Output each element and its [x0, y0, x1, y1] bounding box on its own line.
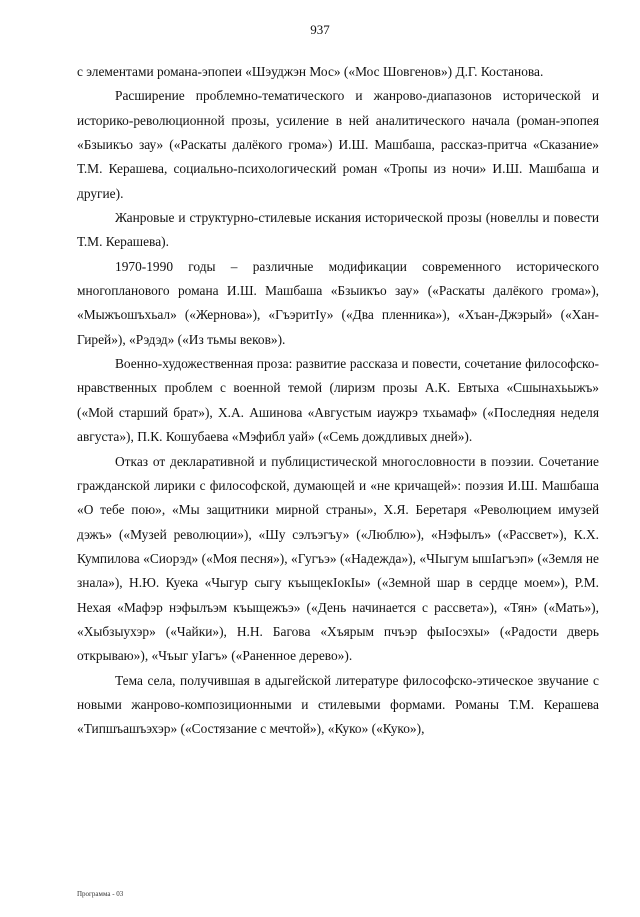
paragraph-genre-search: Жанровые и структурно-стилевые искания исторической прозы (новеллы и повести Т.М. Керашева).	[77, 210, 599, 250]
paragraph-military-prose: Военно-художественная проза: развитие рассказа и повести, сочетание философско-нравственных проблем с военной темой (лиризм прозы А.К. Евтыха «Сшынахьыжъ» («Мой старший брат»), Х.А. Ашинова «Августым иаужрэ тхьамаф» («Последняя неделя августа»), П.К. Кошубаева «Мэфибл уай» («Семь дождливых дней»).	[77, 356, 599, 445]
page-number: 937	[310, 22, 330, 37]
paragraph-village-theme: Тема села, получившая в адыгейской литературе философско-этическое звучание с новыми жанрово-композиционными и стилевыми формами. Романы Т.М. Керашева «Типшъашъэхэр» («Состязание с мечтой»), «Куко» («Куко»),	[77, 672, 599, 737]
paragraph-continuation: с элементами романа-эпопеи «Шэуджэн Мос» («Мос Шовгенов») Д.Г. Костанова.	[77, 64, 544, 79]
footer-note: Программа - 03	[77, 890, 124, 898]
paragraph-poetry: Отказ от декларативной и публицистической многословности в поэзии. Сочетание гражданской лирики с философской, думающей и «не кричащей»: поэзия И.Ш. Машбаша «О тебе пою», «Мы защитники мирной страны», Х.Я. Беретаря «Революцием имузей дэжъ» («Музей революции»), «Шу сэлъэгъу» («Люблю»), «Нэфылъ» («Рассвет»), К.Х. Кумпилова «Сиорэд» («Моя песня»), «Гугъэ» («Надежда»), «ЧIыгум ышIагъэп» («Земля не знала»), Н.Ю. Куека «Чыгур сыгу къыщекIокIы» («Земной шар в сердце моем»), Р.М. Нехая «Мафэр нэфылъэм къыщежъэ» («День начинается с рассвета»), «Тян» («Мать»), «Хыбзыухэр» («Чайки»), Н.Н. Багова «Хъярым пчъэр фыIосэхы» («Радости дверь открываю»), «Чъыг уIагъ» («Раненное дерево»).	[77, 453, 599, 664]
paragraph-1970-1990: 1970-1990 годы – различные модификации современного исторического многопланового романа И.Ш. Машбаша «Бзыикъо зау» («Раскаты далёкого грома»), «Мыжъошъхьал» («Жернова»), «ГъэритIу» («Два пленника»), «Хъан-Джэрый» («Хан-Гирей»), «Рэдэд» («Из тьмы веков»).	[77, 258, 599, 347]
page-body	[77, 60, 599, 742]
paragraph-historical-prose: Расширение проблемно-тематического и жанрово-диапазонов исторической и историко-революционной прозы, усиление в ней аналитического начала (роман-эпопея «Бзыикъо зау» («Раскаты далёкого грома») И.Ш. Машбаша, рассказ-притча «Сказание» Т.М. Керашева, социально-психологический роман «Тропы из ночи» И.Ш. Машбаша и другие).	[77, 88, 599, 201]
